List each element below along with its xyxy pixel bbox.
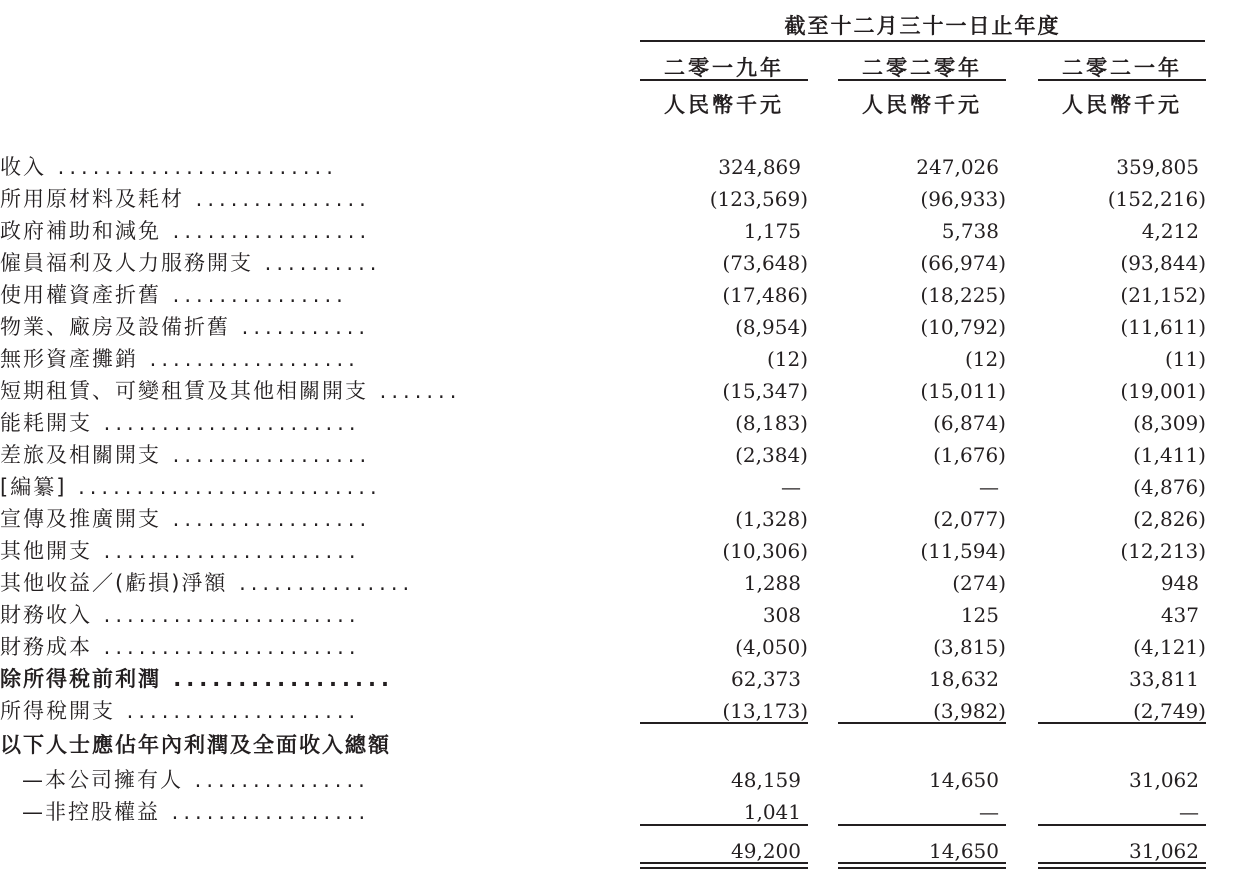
value-cell: (8,183) [735,411,808,435]
total-double-rule [1038,862,1206,869]
row-label [0,567,610,599]
value-cell: 31,062 [1129,839,1199,863]
table-row [0,279,1236,311]
row-label-text: 收入 [0,155,46,179]
leader-dots: ................. [161,219,372,243]
value-cell: — [1179,800,1199,824]
value-cell: (12,213) [1120,539,1206,563]
row-label [0,279,610,311]
value-cell: 437 [1160,603,1199,627]
value-cell: (12) [964,347,1006,371]
table-row [0,471,1236,503]
value-cell: 308 [762,603,801,627]
unit-header: 人民幣千元 [1062,93,1182,117]
row-label [0,729,610,761]
value-cell: 31,062 [1129,768,1199,792]
table-row [0,663,1236,695]
value-cell: (123,569) [709,187,808,211]
value-cell: (17,486) [722,283,808,307]
value-cell: (12) [766,347,808,371]
value-cell: 4,212 [1141,219,1199,243]
row-label-text: 使用權資產折舊 [0,283,161,307]
leader-dots: ............... [184,187,371,211]
row-label [0,343,610,375]
leader-dots: ...................... [92,603,361,627]
subtotal-rule [838,824,1006,826]
leader-dots: ............... [183,768,370,792]
value-cell: (21,152) [1120,283,1206,307]
value-cell: (18,225) [920,283,1006,307]
row-label-text: 政府補助和減免 [0,219,161,243]
table-row [0,183,1236,215]
value-cell: 125 [960,603,999,627]
value-cell: 49,200 [731,839,801,863]
year-header-2020: 二零二零年 [862,56,982,80]
value-cell: (2,826) [1133,507,1206,531]
row-label [0,439,610,471]
value-cell: — [781,475,801,499]
subtotal-rule [1038,824,1206,826]
leader-dots: ...................... [92,539,361,563]
row-label-text: —本公司擁有人 [22,768,183,792]
leader-dots: ............... [227,571,415,595]
value-cell: 14,650 [929,839,999,863]
value-cell: (10,792) [920,315,1006,339]
table-row [0,439,1236,471]
value-cell: 1,041 [743,800,801,824]
table-row [0,729,1236,761]
table-row [0,151,1236,183]
row-label [0,407,610,439]
row-label-text: 所用原材料及耗材 [0,187,184,211]
value-cell: 62,373 [731,667,801,691]
value-cell: 247,026 [916,155,999,179]
row-label-text: [編纂] [0,475,67,499]
row-label [0,695,610,727]
year-header-2019: 二零一九年 [664,56,784,80]
period-title-rule [640,40,1205,42]
value-cell: — [979,800,999,824]
row-label [0,503,610,535]
year-header-rule [838,79,1006,81]
row-label-text: 財務收入 [0,603,92,627]
row-label [0,375,610,407]
table-row [0,311,1236,343]
row-label-text: 財務成本 [0,635,92,659]
row-label [0,535,610,567]
subtotal-rule [640,722,808,724]
row-label [0,471,610,503]
row-label-text: 短期租賃、可變租賃及其他相關開支 [0,379,368,403]
value-cell: (10,306) [722,539,808,563]
row-label [0,663,610,695]
value-cell: (4,121) [1133,635,1206,659]
subtotal-rule [838,722,1006,724]
value-cell: (6,874) [933,411,1006,435]
row-label [0,764,610,796]
leader-dots: .................... [115,699,361,723]
value-cell: (3,815) [933,635,1006,659]
row-label-text: 其他開支 [0,539,92,563]
row-label-text: 所得稅開支 [0,699,115,723]
row-label [0,835,610,867]
value-cell: 18,632 [929,667,999,691]
leader-dots: ............... [161,283,348,307]
row-label-text: —非控股權益 [22,800,160,824]
table-row [0,247,1236,279]
value-cell: 1,288 [743,571,801,595]
value-cell: (13,173) [722,699,808,723]
table-row [0,631,1236,663]
unit-header: 人民幣千元 [664,93,784,117]
value-cell: (3,982) [933,699,1006,723]
value-cell: 48,159 [731,768,801,792]
row-label [0,215,610,247]
value-cell: (93,844) [1120,251,1206,275]
value-cell: (1,676) [933,443,1006,467]
row-label-text: 差旅及相關開支 [0,443,161,467]
row-label [0,311,610,343]
value-cell: 5,738 [941,219,999,243]
table-row [0,407,1236,439]
subtotal-rule [640,824,808,826]
row-label [0,247,610,279]
value-cell: — [979,475,999,499]
value-cell: (274) [952,571,1006,595]
value-cell: (66,974) [920,251,1006,275]
year-header-rule [640,79,808,81]
leader-dots: ................. [161,507,372,531]
value-cell: 1,175 [743,219,801,243]
leader-dots: ...................... [92,411,361,435]
value-cell: (19,001) [1120,379,1206,403]
leader-dots: .......................... [66,475,382,499]
row-label-text: 無形資產攤銷 [0,347,138,371]
value-cell: (1,328) [735,507,808,531]
value-cell: (2,384) [735,443,808,467]
value-cell: (8,309) [1133,411,1206,435]
value-cell: 359,805 [1116,155,1199,179]
value-cell: (73,648) [722,251,808,275]
leader-dots: ........... [230,315,371,339]
leader-dots: ................. [161,443,372,467]
row-label [0,599,610,631]
table-row [0,764,1236,796]
row-label-text: 宣傳及推廣開支 [0,507,161,531]
leader-dots: ................. [161,667,394,691]
row-label-text: 除所得稅前利潤 [0,667,161,691]
value-cell: 948 [1160,571,1199,595]
row-label [0,151,610,183]
value-cell: 324,869 [718,155,801,179]
table-row [0,215,1236,247]
row-label [0,631,610,663]
total-double-rule [838,862,1006,869]
row-label [0,796,610,828]
row-label-text: 僱員福利及人力服務開支 [0,251,253,275]
total-double-rule [640,862,808,869]
leader-dots: .......... [253,251,382,275]
leader-dots: ....... [368,379,462,403]
table-row [0,599,1236,631]
value-cell: (11,594) [920,539,1006,563]
value-cell: (8,954) [735,315,808,339]
value-cell: (4,050) [735,635,808,659]
table-row [0,503,1236,535]
leader-dots: .................. [138,347,360,371]
table-row [0,567,1236,599]
value-cell: (15,347) [722,379,808,403]
year-header-2021: 二零二一年 [1062,56,1182,80]
value-cell: (11,611) [1120,315,1206,339]
value-cell: (96,933) [920,187,1006,211]
value-cell: (4,876) [1133,475,1206,499]
leader-dots: ........................ [46,155,338,179]
value-cell: (15,011) [920,379,1006,403]
row-label-text: 以下人士應佔年內利潤及全面收入總額 [0,733,391,757]
table-row [0,343,1236,375]
table-row [0,535,1236,567]
value-cell: 33,811 [1129,667,1199,691]
value-cell: 14,650 [929,768,999,792]
row-label-text: 物業、廠房及設備折舊 [0,315,230,339]
table-row [0,375,1236,407]
row-label [0,183,610,215]
leader-dots: ................. [160,800,371,824]
row-label-text: 能耗開支 [0,411,92,435]
value-cell: (1,411) [1133,443,1206,467]
value-cell: (2,077) [933,507,1006,531]
value-cell: (11) [1164,347,1206,371]
value-cell: (152,216) [1107,187,1206,211]
year-header-rule [1038,79,1206,81]
row-label-text: 其他收益／(虧損)淨額 [0,571,228,595]
period-title: 截至十二月三十一日止年度 [784,14,1061,38]
unit-header: 人民幣千元 [862,93,982,117]
value-cell: (2,749) [1133,699,1206,723]
subtotal-rule [1038,722,1206,724]
leader-dots: ...................... [92,635,361,659]
